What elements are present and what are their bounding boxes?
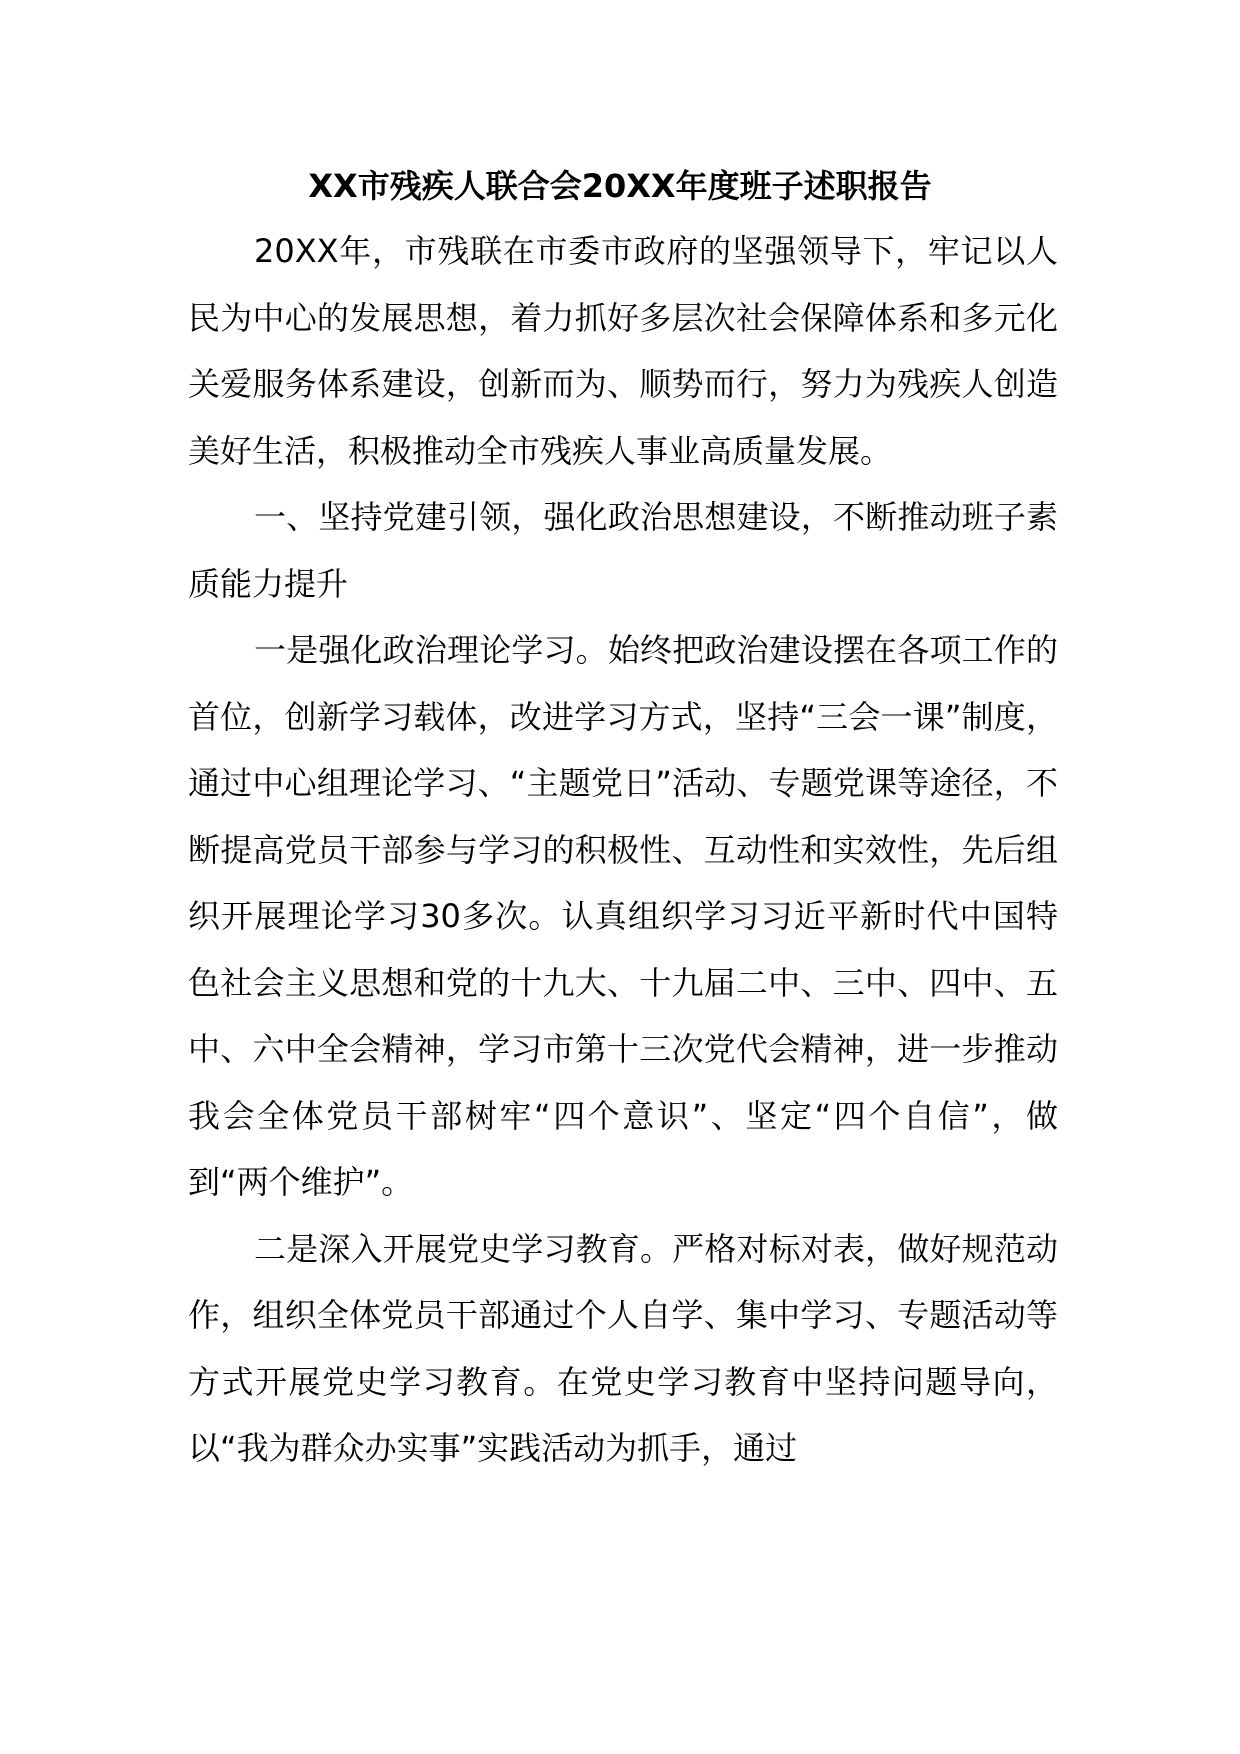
section-heading-1: 一、坚持党建引领，强化政治思想建设，不断推动班子素质能力提升 [188,498,1058,603]
paragraph-theory-study: 一是强化政治理论学习。始终把政治建设摆在各项工作的首位，创新学习载体，改进学习方式，坚持“三会一课”制度，通过中心组理论学习、“主题党日”活动、专题党课等途径，不断提高党员干部参与学习的积极性、互动性和实效性，先后组织开展理论学习30多次。认真组织学习习近平新时代中国特色社会主义思想和党的十九大、十九届二中、三中、四中、五中、六中全会精神，学习市第十三次党代会精神，进一步推动我会全体党员干部树牢“四个意识”、坚定“四个自信”，做到“两个维护”。 [188,631,1058,1201]
document-title: XX市残疾人联合会20XX年度班子述职报告 [308,167,932,205]
paragraph-intro: 20XX年，市残联在市委市政府的坚强领导下，牢记以人民为中心的发展思想，着力抓好多层次社会保障体系和多元化关爱服务体系建设，创新而为、顺势而行，努力为残疾人创造美好生活，积极推动全市残疾人事业高质量发展。 [188,232,1058,470]
document-body [188,218,1058,1482]
paragraph-party-history: 二是深入开展党史学习教育。严格对标对表，做好规范动作，组织全体党员干部通过个人自学、集中学习、专题活动等方式开展党史学习教育。在党史学习教育中坚持问题导向，以“我为群众办实事”实践活动为抓手，通过 [188,1229,1058,1467]
